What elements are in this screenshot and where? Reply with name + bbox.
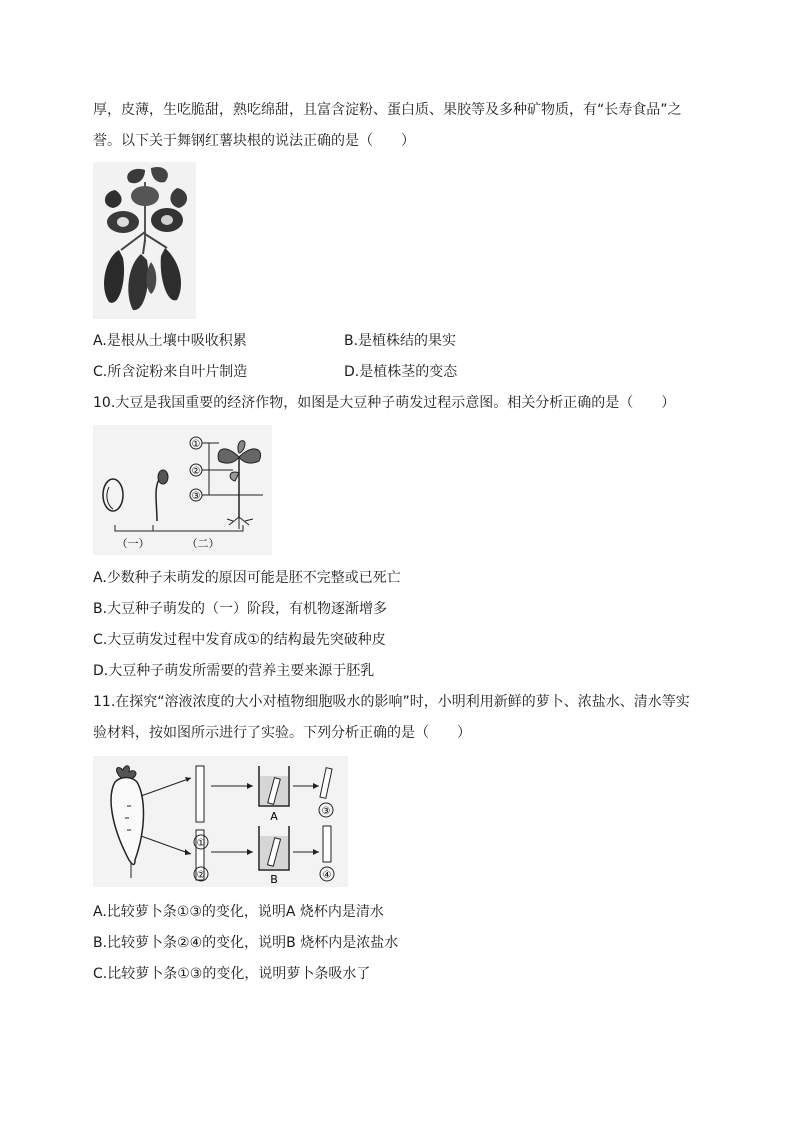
q10-option-b: B.大豆种子萌发的（一）阶段，有机物逐渐增多: [93, 601, 388, 617]
q10-option-d: D.大豆种子萌发所需要的营养主要来源于胚乳: [93, 663, 375, 679]
q11-marker-3: ③: [321, 806, 331, 817]
q10-option-a: A.少数种子未萌发的原因可能是胚不完整或已死亡: [93, 570, 401, 586]
beaker-b-label: B: [270, 873, 278, 886]
q11-marker-4: ④: [322, 870, 332, 881]
q9-stem-line-2: 誉。以下关于舞钢红薯块根的说法正确的是（ ）: [93, 133, 415, 149]
q10-marker-2: ②: [191, 466, 201, 477]
q10-marker-3: ③: [191, 491, 201, 502]
q11-marker-2: ②: [196, 870, 206, 881]
q11-option-b: B.比较萝卜条②④的变化，说明B 烧杯内是浓盐水: [93, 935, 399, 951]
q10-option-c: C.大豆萌发过程中发育成①的结构最先突破种皮: [93, 632, 386, 648]
radish-experiment-figure: [93, 756, 348, 887]
q10-stem: 10.大豆是我国重要的经济作物，如图是大豆种子萌发过程示意图。相关分析正确的是（ ）: [93, 395, 676, 411]
soybean-germination-figure: [93, 425, 272, 555]
q9-stem-line-1: 厚，皮薄，生吃脆甜，熟吃绵甜，且富含淀粉、蛋白质、果胶等及多种矿物质，有“长寿食品”之: [93, 102, 682, 118]
q11-option-a: A.比较萝卜条①③的变化，说明A 烧杯内是清水: [93, 904, 384, 920]
q10-stage-1-label: （一）: [116, 537, 150, 550]
q11-stem-line-1: 11.在探究“溶液浓度的大小对植物细胞吸水的影响”时，小明利用新鲜的萝卜、浓盐水、清水等实: [93, 694, 690, 710]
q11-option-c: C.比较萝卜条①③的变化，说明萝卜条吸水了: [93, 966, 371, 982]
sweet-potato-plant-figure: [93, 162, 196, 319]
q10-marker-1: ①: [191, 439, 201, 450]
q10-stage-2-label: （二）: [186, 537, 220, 550]
q9-option-c: C.所含淀粉来自叶片制造: [93, 364, 248, 380]
q11-stem-line-2: 验材料，按如图所示进行了实验。下列分析正确的是（ ）: [93, 725, 471, 741]
q11-marker-1: ①: [196, 838, 206, 849]
q9-option-b: B.是植株结的果实: [344, 333, 457, 349]
q9-option-d: D.是植株茎的变态: [344, 364, 458, 380]
q9-option-a: A.是根从土壤中吸收积累: [93, 333, 247, 349]
beaker-a-label: A: [270, 810, 278, 823]
